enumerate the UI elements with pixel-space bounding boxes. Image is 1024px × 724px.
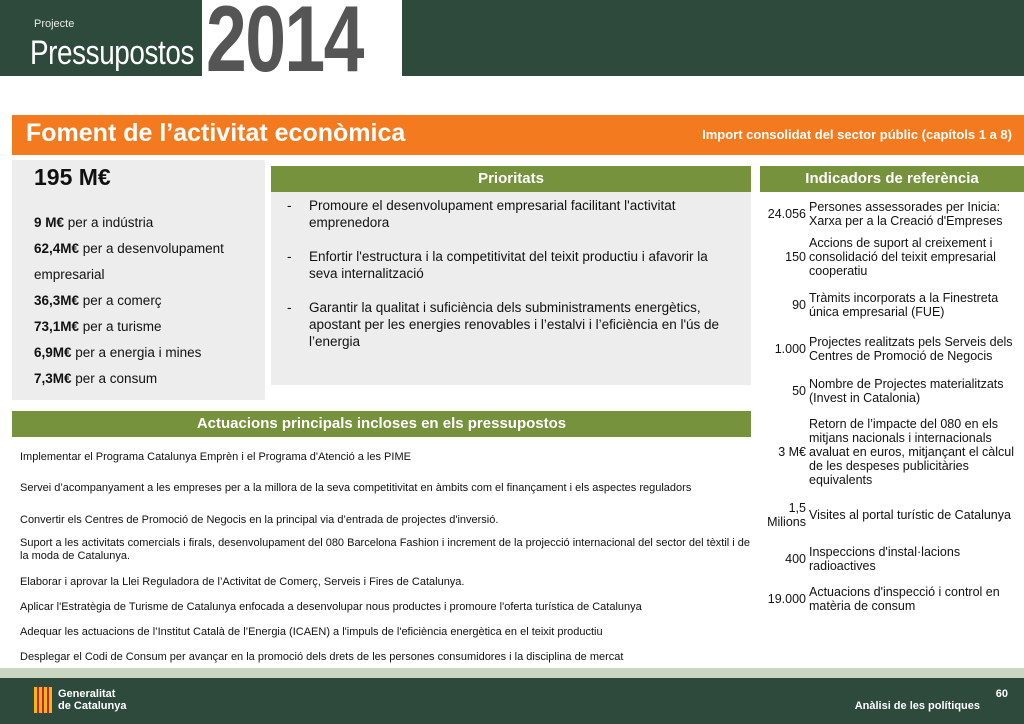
indicator-value: 90 (792, 298, 806, 312)
footer-section-label: Anàlisi de les polítiques (854, 700, 980, 712)
indicator-row (760, 232, 1024, 282)
project-label: Projecte (34, 18, 75, 30)
priorities-panel (271, 192, 751, 385)
indicator-row (760, 196, 1024, 232)
indicator-value: 150 (785, 250, 806, 264)
indicator-label: Nombre de Projectes materialitzats (Invest in Catalonia) (809, 377, 1004, 405)
budget-total: 195 M€ (34, 164, 111, 190)
indicator-value: 19.000 (767, 592, 806, 606)
budget-item (34, 210, 262, 236)
bullet-dash: - (287, 249, 292, 264)
budget-panel (12, 160, 265, 400)
bullet-dash: - (287, 300, 292, 315)
budget-amount: 36,3M€ (34, 293, 80, 308)
priority-item (287, 197, 737, 231)
budget-item (34, 236, 262, 288)
section-title-bar (12, 115, 1024, 155)
budget-text: per a turisme (79, 319, 162, 334)
budget-item (34, 340, 262, 366)
budget-text: per a indústria (64, 215, 154, 230)
priority-text: Enfortir l'estructura i la competitivitat del teixit productiu i afavorir la seva internalització (309, 249, 708, 281)
footer (0, 678, 1024, 724)
budget-text: per a desenvolupament empresarial (34, 241, 224, 282)
page-number: 60 (995, 688, 1008, 700)
indicator-value: 1,5 Milions (767, 501, 806, 529)
budget-item (34, 288, 262, 314)
priorities-list (287, 197, 737, 367)
action-item: Implementar el Programa Catalunya Emprèn i el Programa d'Atenció a les PIME (20, 451, 411, 463)
priorities-heading: Prioritats (271, 166, 751, 192)
indicator-label: Tràmits incorporats a la Finestreta única empresarial (FUE) (809, 291, 999, 319)
action-item: Adequar les actuacions de l’Institut Català de l’Energia (ICAEN) a l'impuls de l'eficiència energètica en el teixit productiu (20, 626, 603, 638)
indicators-heading: Indicadors de referència (760, 166, 1024, 192)
priority-text: Garantir la qualitat i suficiència dels subministraments energètics, apostant per les energies renovables i l’estalvi i l’eficiència en l'ús de l’energia (309, 300, 720, 349)
action-item: Servei d’acompanyament a les empreses per a la millora de la seva competitivitat en àmbits com el finançament i els aspectes reguladors (20, 482, 692, 494)
section-subtitle: Import consolidat del sector públic (capítols 1 a 8) (702, 127, 1012, 142)
indicator-value: 3 M€ (778, 445, 806, 459)
budget-item (34, 314, 262, 340)
budget-amount: 6,9M€ (34, 345, 72, 360)
budget-amount: 62,4M€ (34, 241, 80, 256)
indicator-label: Actuacions d'inspecció i control en matèria de consum (809, 585, 1000, 613)
priority-item (287, 299, 737, 350)
action-item: Convertir els Centres de Promoció de Negocis en la principal via d’entrada de projectes d'inversió. (20, 514, 499, 526)
logo-text (58, 688, 126, 712)
indicator-row (760, 492, 1024, 538)
indicator-value: 1.000 (774, 342, 806, 356)
indicator-label: Visites al portal turístic de Catalunya (809, 508, 1011, 522)
action-item: Desplegar el Codi de Consum per avançar en la promoció dels drets de les persones consumidores i la disciplina de mercat (20, 651, 624, 663)
budget-amount: 73,1M€ (34, 319, 80, 334)
priority-item (287, 248, 737, 282)
budget-item (34, 366, 262, 392)
footer-stripe (0, 668, 1024, 678)
priority-text: Promoure el desenvolupament empresarial facilitant l'activitat emprenedora (309, 198, 676, 230)
budget-text: per a consum (71, 371, 158, 386)
header-band (0, 0, 1024, 76)
indicators-list (760, 196, 1024, 618)
logo-line-1: Generalitat (58, 688, 116, 700)
generalitat-logo-icon (34, 687, 52, 713)
indicator-value: 400 (785, 552, 806, 566)
action-item: Suport a les activitats comercials i firals, desenvolupament del 080 Barcelona Fashion i increment de la projecció internacional del sector del tèxtil i de la moda de Catalunya. (20, 537, 751, 562)
action-item: Elaborar i aprovar la Llei Reguladora de l’Activitat de Comerç, Serveis i Fires de Catalunya. (20, 576, 465, 588)
indicator-row (760, 370, 1024, 412)
budget-text: per a energia i mines (71, 345, 202, 360)
budget-amount: 7,3M€ (34, 371, 72, 386)
indicator-row (760, 282, 1024, 328)
indicator-row (760, 538, 1024, 580)
action-item: Aplicar l'Estratègia de Turisme de Catalunya enfocada a desenvolupar nous productes i promoure l'oferta turística de Catalunya (20, 601, 642, 613)
year-label: 2014 (206, 0, 363, 76)
indicator-row (760, 328, 1024, 370)
indicator-label: Retorn de l’impacte del 080 en els mitjans nacionals i internacionals avaluat en euros, mitjançant el càlcul de les despeses publicitàries equivalents (809, 417, 1014, 487)
indicator-label: Projectes realitzats pels Serveis dels Centres de Promoció de Negocis (809, 335, 1013, 363)
indicator-label: Inspeccions d'instal·lacions radioactives (809, 545, 961, 573)
year-box (202, 0, 402, 76)
indicator-row (760, 580, 1024, 618)
budget-title: Pressupostos (30, 34, 194, 72)
actions-heading: Actuacions principals incloses en els pressupostos (12, 411, 751, 437)
indicator-row (760, 412, 1024, 492)
budget-amount: 9 M€ (34, 215, 65, 230)
budget-text: per a comerç (79, 293, 162, 308)
indicator-value: 24.056 (767, 207, 806, 221)
bullet-dash: - (287, 198, 292, 213)
section-title: Foment de l’activitat econòmica (26, 119, 406, 147)
budget-list (34, 210, 262, 392)
logo-line-2: de Catalunya (58, 700, 127, 712)
indicator-label: Accions de suport al creixement i consolidació del teixit empresarial cooperatiu (809, 236, 996, 278)
indicator-label: Persones assessorades per Inicia: Xarxa per a la Creació d'Empreses (809, 200, 1003, 228)
indicator-value: 50 (792, 384, 806, 398)
